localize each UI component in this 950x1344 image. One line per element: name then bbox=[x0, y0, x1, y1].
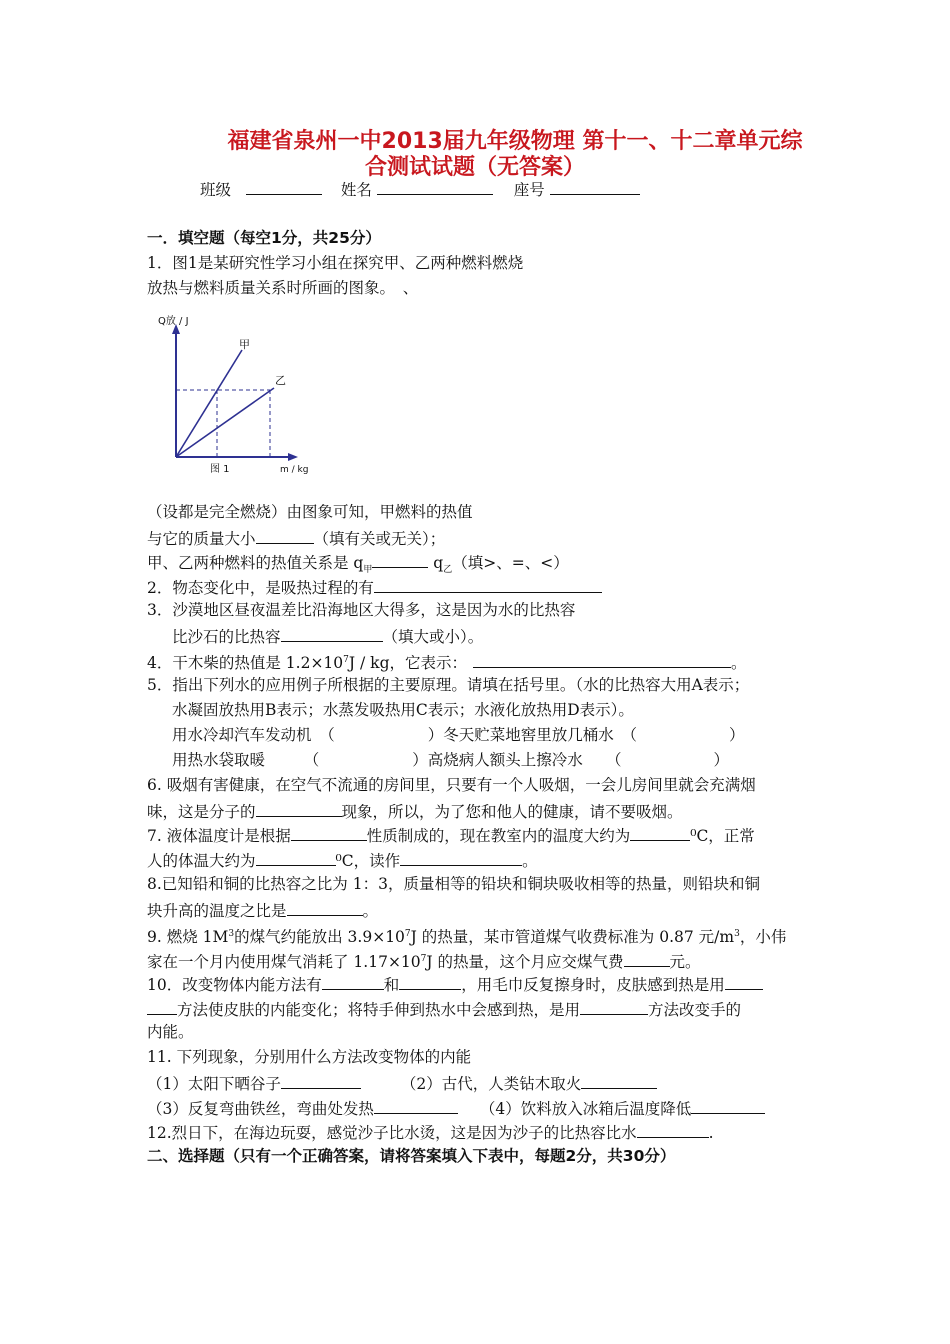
q9-text-3: J 的热量，某市管道煤气收费标准为 0.87 元/m bbox=[410, 928, 735, 947]
q7-blank-4[interactable] bbox=[400, 849, 522, 866]
q10-blank-2[interactable] bbox=[399, 973, 461, 990]
q3-line2-tail: （填大或小）。 bbox=[382, 628, 484, 646]
figure-1-graph bbox=[158, 312, 323, 477]
student-info-row bbox=[200, 178, 640, 200]
q10-line2-tail: 方法改变手的 bbox=[648, 1001, 742, 1019]
q-yi-symbol: q bbox=[428, 554, 444, 572]
q10-line2 bbox=[147, 998, 741, 1020]
q7-blank-1[interactable] bbox=[291, 824, 367, 841]
line-yi-label: 乙 bbox=[275, 374, 286, 387]
q6-line2 bbox=[147, 800, 683, 822]
q9-line2 bbox=[147, 949, 701, 972]
q5-line3-text: 用水冷却汽车发动机 （ ）冬天贮菜地窖里放几桶水 （ bbox=[172, 726, 638, 744]
q7-blank-2[interactable] bbox=[630, 824, 690, 841]
q9-text-4: ，小伟 bbox=[739, 928, 787, 947]
q1-line1: 1．图1是某研究性学习小组在探究甲、乙两种燃料燃烧 bbox=[147, 254, 524, 272]
q5-line3-close: ） bbox=[729, 726, 745, 744]
q11-item-4: （4）饮料放入冰箱后温度降低 bbox=[479, 1100, 692, 1118]
name-blank[interactable] bbox=[377, 178, 493, 195]
q8-line2-tail: 。 bbox=[362, 902, 379, 920]
x-axis-arrow-icon bbox=[288, 453, 298, 461]
q3-blank[interactable] bbox=[281, 625, 383, 642]
q11-blank-4[interactable] bbox=[691, 1097, 765, 1114]
line-jia-label: 甲 bbox=[239, 338, 250, 351]
q10-text-3: ，用毛巾反复擦身时，皮肤感到热是用 bbox=[461, 976, 725, 994]
q9-exponent-2: 7 bbox=[404, 929, 411, 939]
q1-line4-text: 与它的质量大小 bbox=[147, 530, 256, 548]
q10-text: 10．改变物体内能方法有 bbox=[147, 976, 322, 994]
q6-line2-text: 味，这是分子的 bbox=[147, 803, 256, 821]
q5-line4-close: ） bbox=[713, 751, 730, 769]
q4-exponent: 7 bbox=[343, 655, 349, 665]
q4 bbox=[147, 650, 747, 673]
q11-item-1: （1）太阳下晒谷子 bbox=[147, 1075, 281, 1093]
q7-text-3: ⁰C，正常 bbox=[690, 827, 755, 845]
q12-text: 12.烈日下，在海边玩耍，感觉沙子比水烫，这是因为沙子的比热容比水 bbox=[147, 1124, 637, 1142]
q5-line3 bbox=[172, 725, 745, 745]
q9-exponent-4: 7 bbox=[420, 954, 427, 964]
q11-blank-2[interactable] bbox=[581, 1072, 657, 1089]
q1-line5-tail: （填>、=、<） bbox=[452, 554, 569, 572]
q4-tail: 。 bbox=[731, 654, 747, 673]
line-jia bbox=[176, 350, 242, 457]
line-yi bbox=[176, 388, 274, 457]
q8-line1: 8.已知铅和铜的比热容之比为 1：3，质量相等的铅块和铜块吸收相等的热量，则铅块和铜 bbox=[147, 875, 760, 893]
q12-tail: . bbox=[708, 1124, 714, 1142]
q6-line1: 6. 吸烟有害健康，在空气不流通的房间里，只要有一个人吸烟，一会儿房间里就会充满烟 bbox=[147, 776, 756, 794]
q12-blank[interactable] bbox=[637, 1121, 709, 1138]
q1-blank-1[interactable] bbox=[256, 527, 314, 544]
q2-text: 2．物态变化中，是吸热过程的有 bbox=[147, 579, 374, 597]
q9-exponent-1: 3 bbox=[228, 929, 235, 939]
q11-item-2: （2）古代，人类钻木取火 bbox=[400, 1075, 582, 1093]
q7-line2 bbox=[147, 849, 538, 871]
figure-caption: 图 1 bbox=[210, 464, 230, 475]
q11-blank-1[interactable] bbox=[281, 1072, 361, 1089]
q10-line1 bbox=[147, 973, 763, 995]
q1-line3: （设都是完全燃烧）由图象可知，甲燃料的热值 bbox=[147, 503, 473, 521]
q11-row2 bbox=[147, 1097, 765, 1119]
document-title-line2: 合测试试题（无答案） bbox=[364, 155, 585, 180]
q9-line2-tail: 元。 bbox=[669, 953, 701, 972]
q9-text: 9. 燃烧 1M bbox=[147, 928, 229, 947]
q-jia-subscript: 甲 bbox=[363, 565, 373, 576]
q8-line2 bbox=[147, 899, 378, 921]
q1-line5-text: 甲、乙两种燃料的热值关系是 q bbox=[147, 554, 364, 572]
q7-text: 7. 液体温度计是根据 bbox=[147, 827, 291, 845]
y-axis-label: Q放 / J bbox=[158, 316, 189, 327]
q10-blank-4[interactable] bbox=[580, 998, 648, 1015]
q3-line1: 3．沙漠地区昼夜温差比沿海地区大得多，这是因为水的比热容 bbox=[147, 601, 576, 619]
q1-blank-2[interactable] bbox=[372, 551, 428, 568]
q4-text-2: J / kg，它表示： bbox=[348, 654, 467, 673]
q10-blank-3b[interactable] bbox=[147, 998, 177, 1015]
q10-text-2: 和 bbox=[383, 976, 400, 994]
class-label: 班级 bbox=[200, 181, 232, 199]
q5-line1: 5．指出下列水的应用例子所根据的主要原理。请填在括号里。（水的比热容大用A表示； bbox=[147, 676, 750, 694]
q9-blank[interactable] bbox=[624, 950, 670, 967]
q1-line4 bbox=[147, 527, 445, 549]
q1-line4-tail: （填有关或无关）； bbox=[313, 530, 446, 548]
q10-blank-1[interactable] bbox=[322, 973, 384, 990]
q7-line2-tail: 。 bbox=[522, 852, 538, 870]
q7-line2-text: 人的体温大约为 bbox=[147, 852, 256, 870]
q4-text: 4．干木柴的热值是 1.2×10 bbox=[147, 654, 344, 673]
q10-line2-text: 方法使皮肤的内能变化；将特手伸到热水中会感到热，是用 bbox=[177, 1001, 581, 1019]
q7-text-2: 性质制成的，现在教室内的温度大约为 bbox=[366, 827, 631, 845]
q8-line2-text: 块升高的温度之比是 bbox=[147, 902, 287, 920]
q8-blank[interactable] bbox=[287, 899, 363, 916]
q5-line2: 水凝固放热用B表示；水蒸发吸热用C表示；水液化放热用D表示）。 bbox=[172, 701, 634, 719]
seat-blank[interactable] bbox=[550, 178, 640, 195]
x-axis-label: m / kg bbox=[280, 465, 309, 475]
class-blank[interactable] bbox=[246, 178, 322, 195]
q10-line3: 内能。 bbox=[147, 1023, 194, 1041]
q11-item-3: （3）反复弯曲铁丝，弯曲处发热 bbox=[147, 1100, 374, 1118]
q9-text-2: 的煤气约能放出 3.9×10 bbox=[234, 928, 405, 947]
q3-line2-text: 比沙石的比热容 bbox=[172, 628, 281, 646]
q7-line1 bbox=[147, 824, 755, 846]
q9-line2-text: 家在一个月内使用煤气消耗了 1.17×10 bbox=[147, 953, 421, 972]
q9-line1 bbox=[147, 924, 786, 947]
q1-line2: 放热与燃料质量关系时所画的图象。 、 bbox=[147, 279, 419, 297]
q9-line2-text-2: J 的热量，这个月应交煤气费 bbox=[426, 953, 624, 972]
q7-blank-3[interactable] bbox=[256, 849, 336, 866]
q4-blank[interactable] bbox=[473, 651, 731, 668]
q12 bbox=[147, 1121, 714, 1143]
q11: 11. 下列现象，分别用什么方法改变物体的内能 bbox=[147, 1048, 472, 1066]
q7-line2-text-2: ⁰C，读作 bbox=[335, 852, 401, 870]
q6-blank[interactable] bbox=[256, 800, 342, 817]
q2-blank[interactable] bbox=[374, 576, 602, 593]
q6-line2-tail: 现象，所以，为了您和他人的健康，请不要吸烟。 bbox=[341, 803, 683, 821]
q5-line4-text: 用热水袋取暖 （ ）高烧病人额头上擦冷水 （ bbox=[172, 751, 622, 769]
q11-blank-3[interactable] bbox=[374, 1097, 458, 1114]
q3-line2 bbox=[172, 625, 483, 647]
section1-heading: 一．填空题（每空1分，共25分） bbox=[147, 229, 381, 247]
q2 bbox=[147, 576, 602, 598]
q9-exponent-3: 3 bbox=[734, 929, 740, 939]
q-yi-subscript: 乙 bbox=[443, 565, 453, 576]
document-title-line1: 福建省泉州一中2013届九年级物理 第十一、十二章单元综 bbox=[227, 129, 803, 154]
seat-label: 座号 bbox=[513, 181, 545, 199]
q10-blank-3a[interactable] bbox=[725, 973, 763, 990]
section2-heading: 二、选择题（只有一个正确答案，请将答案填入下表中，每题2分，共30分） bbox=[147, 1147, 676, 1165]
q5-line4 bbox=[172, 750, 729, 770]
q11-row1 bbox=[147, 1072, 657, 1094]
name-label: 姓名 bbox=[340, 181, 372, 199]
